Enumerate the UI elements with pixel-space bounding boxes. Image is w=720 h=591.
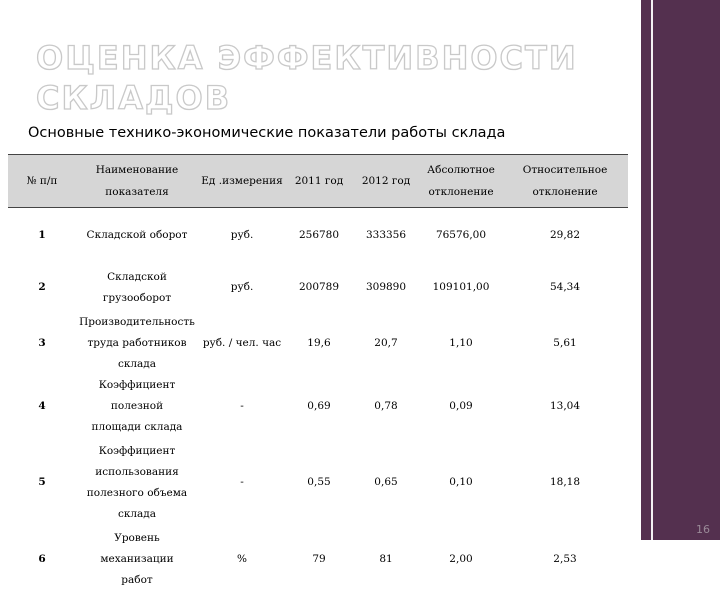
value-2011: 79 <box>312 552 326 565</box>
row-number: 4 <box>38 399 46 412</box>
value-2012: 0,78 <box>374 399 398 412</box>
unit-cell: руб. <box>230 229 254 242</box>
relative-deviation: 29,82 <box>549 229 581 242</box>
indicator-name: Коэффициент использования полезного объема склада <box>86 444 188 520</box>
row-number: 2 <box>38 281 46 293</box>
unit-cell: руб. <box>230 281 254 293</box>
table-row <box>8 312 628 375</box>
table-header-row <box>8 155 628 208</box>
unit-cell: % <box>237 552 247 565</box>
value-2012: 20,7 <box>374 336 398 349</box>
header-number: № п/п <box>8 155 76 208</box>
indicator-name: Уровень механизации работ <box>100 531 174 586</box>
value-2011: 19,6 <box>307 336 331 349</box>
unit-cell: - <box>240 476 244 488</box>
indicator-name: Складской оборот <box>86 229 188 242</box>
table-row <box>8 264 628 312</box>
table-row <box>8 375 628 438</box>
value-2012: 0,65 <box>374 476 398 488</box>
absolute-deviation: 1,10 <box>449 336 473 349</box>
header-unit: Ед .измерения <box>198 155 286 208</box>
unit-cell: руб. / чел. час <box>202 336 282 349</box>
row-number: 6 <box>38 552 46 565</box>
indicator-name: Коэффициент полезной площади склада <box>91 378 183 433</box>
indicators-table <box>8 154 628 591</box>
header-year-2011: 2011 год <box>286 155 352 208</box>
absolute-deviation: 109101,00 <box>432 281 490 293</box>
value-2011: 0,69 <box>307 399 331 412</box>
table-row <box>8 528 628 591</box>
indicator-name: Производительность труда работников склада <box>79 315 195 370</box>
absolute-deviation: 0,09 <box>449 399 473 412</box>
page-number: 16 <box>696 523 710 536</box>
absolute-deviation: 0,10 <box>449 476 473 488</box>
relative-deviation: 18,18 <box>549 476 581 488</box>
table-row <box>8 438 628 528</box>
relative-deviation: 2,53 <box>553 552 577 565</box>
header-absolute-deviation: Абсолютное отклонение <box>420 155 502 208</box>
row-number: 3 <box>38 336 46 349</box>
absolute-deviation: 2,00 <box>449 552 473 565</box>
absolute-deviation: 76576,00 <box>435 229 487 242</box>
value-2011: 0,55 <box>307 476 331 488</box>
slide-title: ОЦЕНКА ЭФФЕКТИВНОСТИ СКЛАДОВ <box>36 39 578 117</box>
header-relative-deviation: Относительное отклонение <box>502 155 628 208</box>
unit-cell: - <box>240 399 244 412</box>
header-year-2012: 2012 год <box>352 155 420 208</box>
value-2012: 333356 <box>365 229 407 242</box>
value-2012: 309890 <box>365 281 407 293</box>
table-caption: Основные технико-экономические показатели работы склада <box>28 125 506 141</box>
relative-deviation: 13,04 <box>549 399 581 412</box>
row-number: 5 <box>38 476 46 488</box>
indicator-name: Складской грузооборот <box>102 270 172 304</box>
relative-deviation: 54,34 <box>549 281 581 293</box>
row-number: 1 <box>38 229 46 242</box>
table-row <box>8 208 628 264</box>
value-2011: 256780 <box>298 229 340 242</box>
relative-deviation: 5,61 <box>553 336 577 349</box>
decorative-sidebar <box>641 0 720 540</box>
header-indicator-name: Наименование показателя <box>76 155 198 208</box>
value-2011: 200789 <box>298 281 340 293</box>
value-2012: 81 <box>379 552 393 565</box>
